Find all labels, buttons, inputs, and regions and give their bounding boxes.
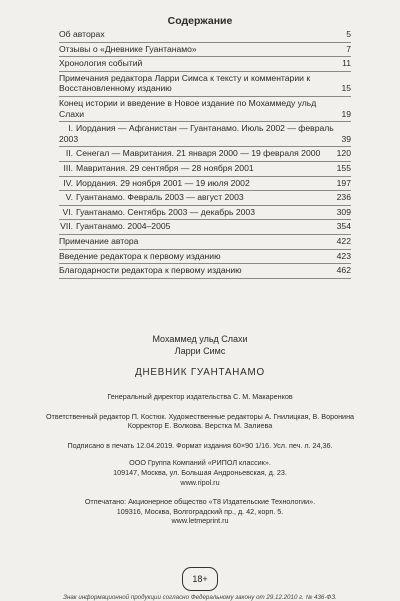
- toc-entry-text: Гуантанамо. Февраль 2003 — август 2003: [76, 192, 244, 203]
- toc-entry: [59, 72, 351, 97]
- toc-entry-page: 5: [346, 29, 351, 39]
- toc-entry: [59, 28, 351, 43]
- toc-entry-text: Иордания — Афганистан — Гуантанамо. Июль 2002 — февраль 2003: [59, 123, 334, 144]
- toc-entry-page: 423: [336, 250, 351, 261]
- publisher-line: ООО Группа Компаний «РИПОЛ классик».: [129, 458, 271, 468]
- toc-entry: [59, 147, 351, 162]
- toc-entry: [59, 206, 351, 221]
- toc-entry-number: VII.: [60, 221, 73, 232]
- toc-entry-page: 39: [341, 133, 351, 144]
- toc-entry-title: [59, 44, 346, 55]
- toc-entry-page: 197: [336, 177, 351, 188]
- toc-entry-text: Сенегал — Мавритания. 21 января 2000 — 19 февраля 2000: [76, 148, 321, 159]
- toc-entry-number: I.: [68, 123, 73, 134]
- toc-entry-title: [59, 221, 337, 232]
- toc-entry-text: Гуантанамо. 2004–2005: [76, 221, 171, 232]
- toc-entry-title: [59, 207, 337, 218]
- toc-entry-text: Мавритания. 29 сентября — 28 ноября 2001: [76, 162, 254, 173]
- toc-entry-page: 19: [341, 108, 351, 119]
- toc-entry-number: VI.: [62, 206, 73, 217]
- toc-entry-number: III.: [63, 162, 73, 173]
- toc-entry: [59, 97, 351, 122]
- toc-entry-page: 462: [336, 265, 351, 276]
- toc-entry-title: [59, 148, 337, 159]
- toc-entry-text: Примечание автора: [59, 235, 139, 246]
- toc-entry-page: 15: [341, 83, 351, 94]
- toc-entry-text: Об авторах: [59, 29, 105, 39]
- editors-line: Ответственный редактор П. Костюк. Художественные редакторы А. Гнилицкая, В. Воронина: [45, 411, 355, 421]
- footnote: Знак информационной продукции согласно Федеральному закону от 29.12.2010 г. № 436-ФЗ.: [63, 594, 337, 601]
- toc-entry-text: Отзывы о «Дневнике Гуантанамо»: [59, 43, 197, 54]
- editors-line: Корректор Е. Волкова. Верстка М. Залиева: [127, 421, 273, 431]
- toc-entry: [59, 220, 351, 235]
- printer-address: 109316, Москва, Волгоградский пр., д. 42, корп. 5.: [116, 506, 284, 516]
- toc-entry-title: [59, 265, 337, 276]
- book-title: ДНЕВНИК ГУАНТАНАМО: [135, 367, 265, 378]
- author-name: Мохаммед ульд Слахи: [152, 334, 248, 344]
- toc-entry: [59, 122, 351, 147]
- toc-entry-page: 422: [336, 235, 351, 246]
- toc-entry: [59, 191, 351, 206]
- toc-entry-text: Введение редактора к первому изданию: [59, 250, 221, 261]
- printer-line: Отпечатано: Акционерное общество «Т8 Издательские Технологии».: [84, 497, 316, 507]
- director-line: Генеральный директор издательства С. М. Макаренков: [107, 392, 293, 401]
- toc-entry: [59, 162, 351, 177]
- toc-entry-title: [59, 98, 341, 119]
- author-name: Ларри Симс: [174, 346, 226, 356]
- toc-entry-text: Гуантанамо. Сентябрь 2003 — декабрь 2003: [76, 206, 255, 217]
- toc-entry-title: [59, 178, 337, 189]
- toc-entry-page: 309: [336, 206, 351, 217]
- toc-entry-text: Благодарности редактора к первому изданию: [59, 265, 242, 276]
- toc-entry: [59, 43, 351, 58]
- toc-entry-title: [59, 29, 346, 40]
- age-rating-badge: 18+: [182, 567, 218, 591]
- toc-entry: [59, 57, 351, 72]
- toc-entry-text: Конец истории и введение в Новое издание по Мохаммеду ульд Слахи: [59, 97, 317, 119]
- toc-entry-text: Иордания. 29 ноября 2001 — 19 июля 2002: [76, 177, 250, 188]
- toc-entry-title: [59, 251, 337, 262]
- toc-entry: [59, 250, 351, 265]
- toc-entry-title: [59, 58, 342, 69]
- toc-entry: [59, 235, 351, 250]
- print-info-line: Подписано в печать 12.04.2019. Формат издания 60×90 1/16. Усл. печ. л. 24,36.: [67, 440, 333, 450]
- toc-entry-title: [59, 192, 337, 203]
- toc-title: Содержание: [167, 15, 233, 27]
- publisher-website: www.ripol.ru: [180, 477, 220, 487]
- imprint-block: [0, 333, 400, 526]
- toc-entry: [59, 264, 351, 279]
- toc-entry-title: [59, 163, 337, 174]
- toc-entry-text: Хронология событий: [59, 58, 143, 69]
- toc-entry: [59, 177, 351, 192]
- toc-entry-number: II.: [65, 148, 73, 159]
- table-of-contents: [59, 28, 351, 279]
- toc-entry-text: Примечания редактора Ларри Симса к тексту и комментарии к Восстановленному изданию: [59, 72, 311, 94]
- toc-entry-number: V.: [65, 192, 73, 203]
- toc-entry-page: 155: [336, 162, 351, 173]
- toc-entry-title: [59, 236, 337, 247]
- toc-entry-number: IV.: [63, 177, 73, 188]
- toc-entry-title: [59, 123, 341, 144]
- toc-entry-page: 11: [342, 58, 351, 69]
- toc-entry-title: [59, 73, 341, 94]
- toc-entry-page: 7: [346, 43, 351, 54]
- publisher-address: 109147, Москва, ул. Большая Андроньевская, д. 23.: [113, 467, 287, 477]
- toc-entry-page: 354: [336, 221, 351, 232]
- toc-entry-page: 236: [336, 192, 351, 203]
- printer-website: www.letmeprint.ru: [171, 516, 229, 526]
- toc-entry-page: 120: [336, 148, 351, 159]
